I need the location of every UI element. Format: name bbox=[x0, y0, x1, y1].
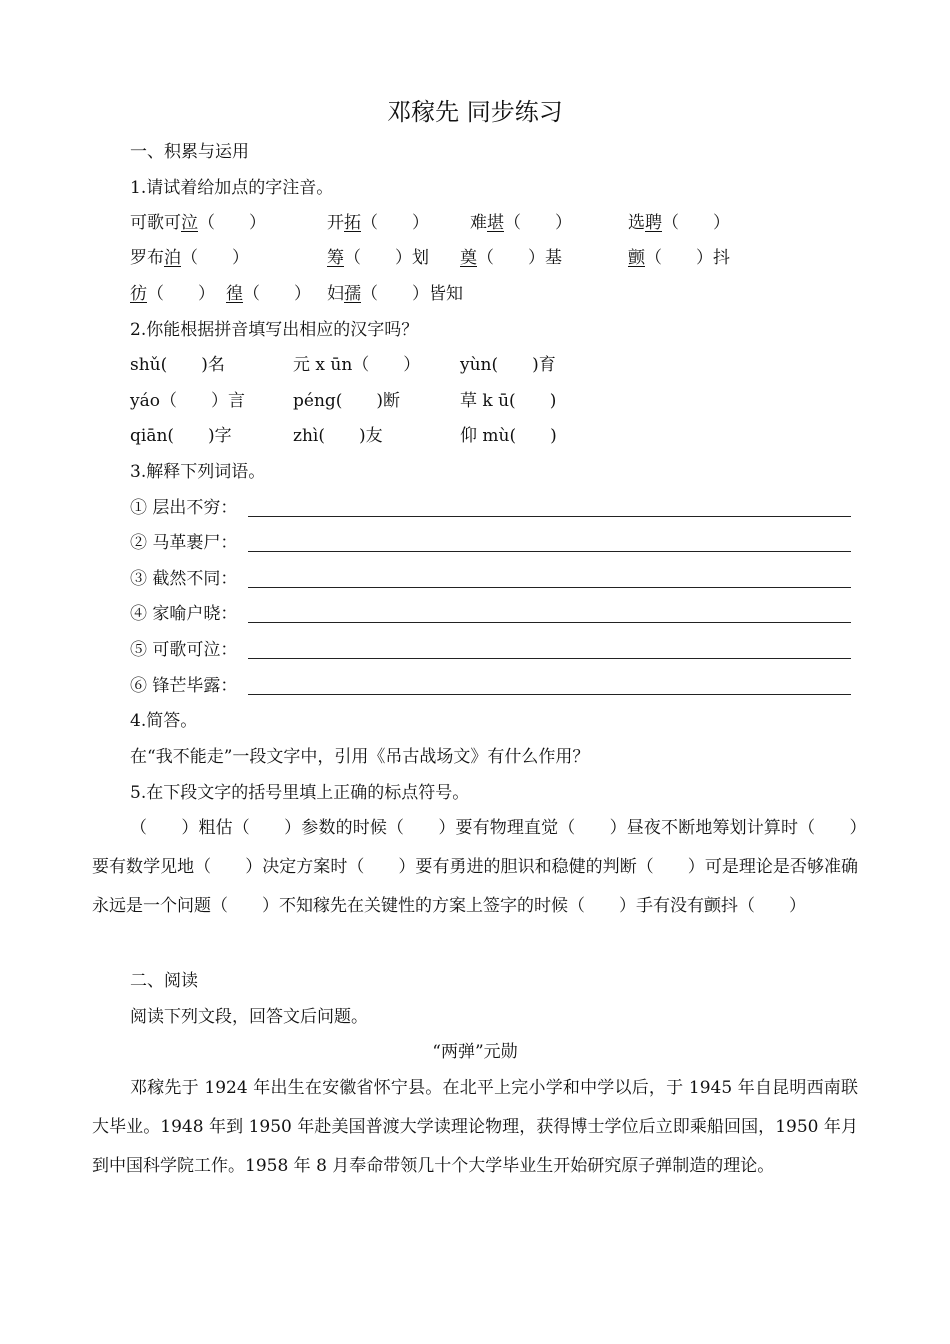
dotted-char: 拓 bbox=[344, 213, 361, 233]
dotted-char: 堪 bbox=[487, 213, 504, 233]
dotted-char: 泣 bbox=[181, 213, 198, 233]
pinyin-item: zhì( )友 bbox=[293, 426, 383, 446]
pinyin-item: shǔ( )名 bbox=[130, 355, 225, 375]
reading-passage: 邓稼先于 1924 年出生在安徽省怀宁县。在北平上完小学和中学以后，于 1945 年自昆明西南联大毕业。1948 年到 1950 年赴美国普渡大学读理论物理，获得博士学位后立即乘船回国，1950 年月到中国科学院工作。1958 年 8 月奉命带领几十个大学毕业生开始研究原子弹制造的理论。 bbox=[92, 1078, 858, 1176]
punctuation-passage: （ ）粗估（ ）参数的时候（ ）要有物理直觉（ ）昼夜不断地筹划计算时（ ）要有数学见地（ ）决定方案时（ ）要有勇进的胆识和稳健的判断（ ）可是理论是否够准确永远是一个问题（ ）不知稼先在关键性的方案上签字的时候（ ）手有没有颤抖（ ） bbox=[92, 818, 858, 916]
section-heading-2: 二、阅读 bbox=[130, 971, 198, 991]
term-label: ② 马革裹尸： bbox=[130, 533, 238, 553]
answer-line[interactable] bbox=[248, 516, 851, 517]
question-4-text: 在“我不能走”一段文字中，引用《吊古战场文》有什么作用？ bbox=[130, 747, 590, 767]
q1-item: 可歌可泣（ ） bbox=[130, 213, 266, 233]
pinyin-item: 仰 mù( ) bbox=[460, 426, 557, 446]
q1-item: 妇孺（ ）皆知 bbox=[327, 284, 463, 304]
answer-line[interactable] bbox=[248, 622, 851, 623]
term-label: ⑤ 可歌可泣： bbox=[130, 640, 238, 660]
term-label: ③ 截然不同： bbox=[130, 569, 238, 589]
answer-line[interactable] bbox=[248, 551, 851, 552]
q1-item: 奠（ ）基 bbox=[460, 248, 562, 268]
q1-item: 选聘（ ） bbox=[628, 213, 730, 233]
q1-item: 徨（ ） bbox=[226, 284, 311, 304]
question-1-prompt: 1.请试着给加点的字注音。 bbox=[130, 178, 334, 198]
answer-line[interactable] bbox=[248, 658, 851, 659]
dotted-char: 徨 bbox=[226, 284, 243, 304]
dotted-char: 奠 bbox=[460, 248, 477, 268]
term-label: ① 层出不穷： bbox=[130, 498, 238, 518]
question-3-prompt: 3.解释下列词语。 bbox=[130, 462, 266, 482]
answer-line[interactable] bbox=[248, 587, 851, 588]
q1-item: 罗布泊（ ） bbox=[130, 248, 249, 268]
reading-instruction: 阅读下列文段，回答文后问题。 bbox=[130, 1007, 368, 1027]
question-5-prompt: 5.在下段文字的括号里填上正确的标点符号。 bbox=[130, 783, 470, 803]
term-label: ⑥ 锋芒毕露： bbox=[130, 676, 238, 696]
q1-item: 颤（ ）抖 bbox=[628, 248, 730, 268]
q1-item: 筹（ ）划 bbox=[327, 248, 429, 268]
pinyin-item: 草 k ū( ) bbox=[460, 391, 557, 411]
q1-item: 彷（ ） bbox=[130, 284, 215, 304]
dotted-char: 颤 bbox=[628, 248, 645, 268]
q1-item: 开拓（ ） bbox=[327, 213, 429, 233]
question-2-prompt: 2.你能根据拼音填写出相应的汉字吗？ bbox=[130, 320, 419, 340]
passage-title: “两弹”元勋 bbox=[432, 1042, 518, 1062]
pinyin-item: qiān( )字 bbox=[130, 426, 232, 446]
pinyin-item: yáo（ ）言 bbox=[130, 391, 245, 411]
q1-item: 难堪（ ） bbox=[470, 213, 572, 233]
section-heading-1: 一、积累与运用 bbox=[130, 142, 249, 162]
pinyin-item: yùn( )育 bbox=[460, 355, 556, 375]
pinyin-item: péng( )断 bbox=[293, 391, 401, 411]
dotted-char: 聘 bbox=[645, 213, 662, 233]
page-title: 邓稼先 同步练习 bbox=[387, 98, 563, 126]
answer-line[interactable] bbox=[248, 694, 851, 695]
dotted-char: 泊 bbox=[164, 248, 181, 268]
dotted-char: 彷 bbox=[130, 284, 147, 304]
dotted-char: 孺 bbox=[344, 284, 361, 304]
pinyin-item: 元 x ūn（ ） bbox=[293, 355, 421, 375]
question-4-prompt: 4.简答。 bbox=[130, 711, 198, 731]
term-label: ④ 家喻户晓： bbox=[130, 604, 238, 624]
dotted-char: 筹 bbox=[327, 248, 344, 268]
